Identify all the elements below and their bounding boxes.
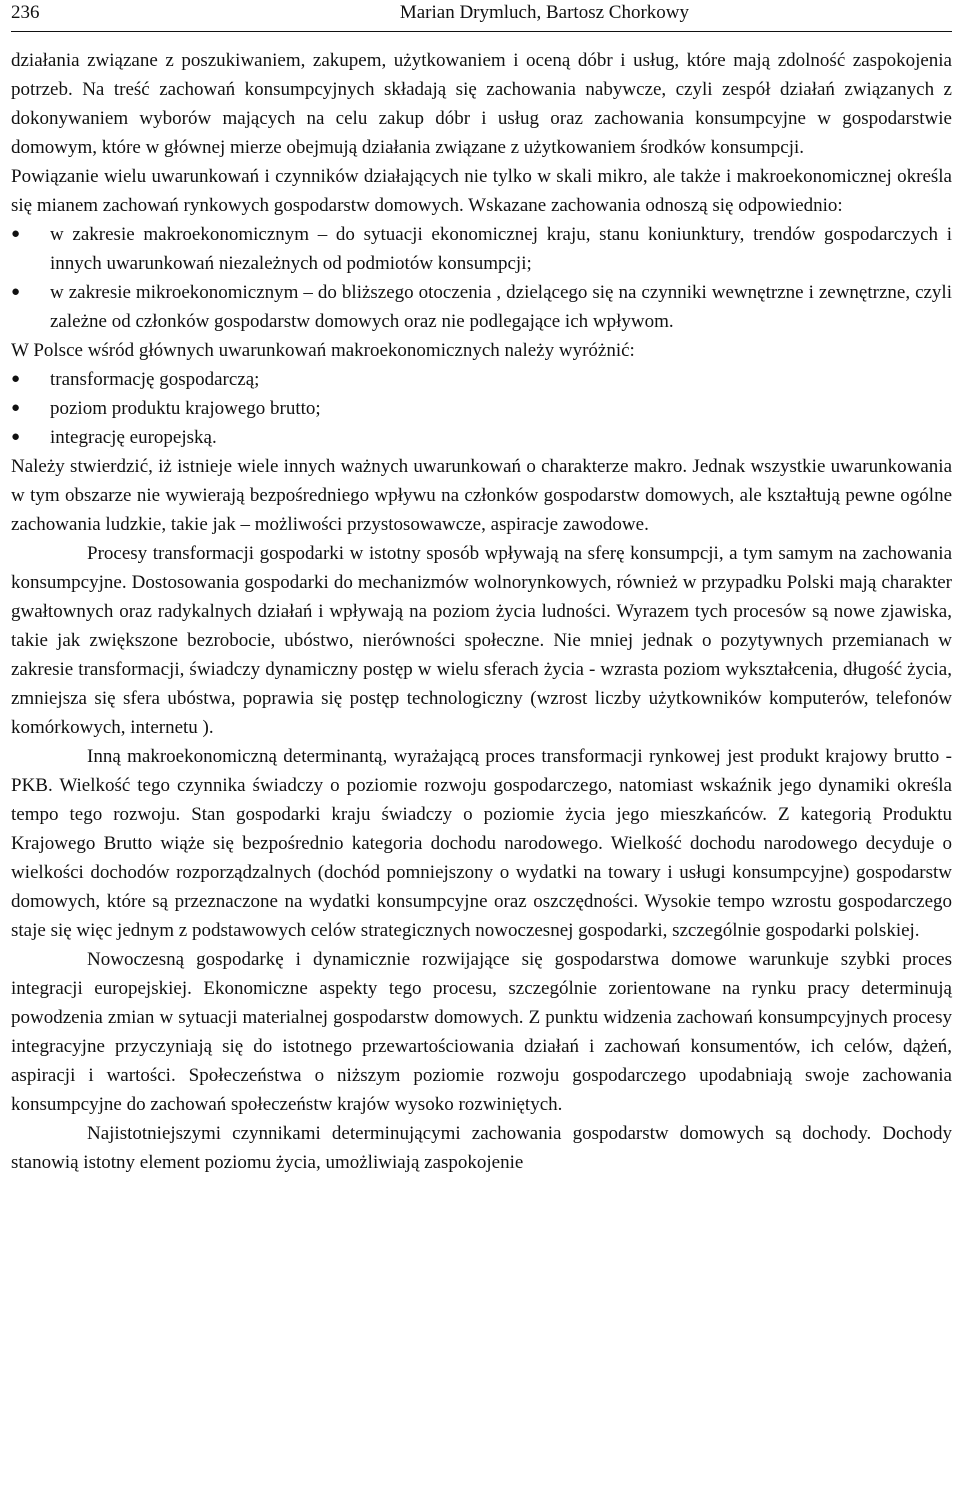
list-item-text: poziom produktu krajowego brutto; (50, 398, 321, 419)
list-item (11, 278, 952, 336)
body-text (11, 46, 952, 1177)
bullet-icon: ● (11, 400, 21, 416)
bullet-icon: ● (11, 226, 21, 242)
list-item-text: w zakresie makroekonomicznym – do sytuacji ekonomicznej kraju, stanu koniunktury, trendów gospodarczych i innych uwarunkowań niezależnych od podmiotów konsumpcji; (50, 224, 952, 274)
bullet-icon: ● (11, 429, 21, 445)
paragraph: Najistotniejszymi czynnikami determinującymi zachowania gospodarstw domowych są dochody. Dochody stanowią istotny element poziomu życia, umożliwiają zaspokojenie (11, 1123, 952, 1173)
running-head-authors: Marian Drymluch, Bartosz Chorkowy (399, 2, 689, 23)
list-item-text: integrację europejską. (50, 427, 217, 448)
paragraph: Procesy transformacji gospodarki w istotny sposób wpływają na sferę konsumpcji, a tym samym na zachowania konsumpcyjne. Dostosowania gospodarki do mechanizmów wolnorynkowych, również w przypadku Polski mają charakter gwałtownych oraz radykalnych działań i wpływają na poziom życia ludności. Wyrazem tych procesów są nowe zjawiska, takie jak zwiększone bezrobocie, ubóstwo, nierówności społeczne. Nie mniej jednak o pozytywnych przemianach w zakresie transformacji, świadczy dynamiczny postęp w wielu sferach życia - wzrasta poziom wykształcenia, długość życia, zmniejsza się sfera ubóstwa, poprawia się postęp technologiczny (wzrost liczby użytkowników komputerów, telefonów komórkowych, internetu ). (11, 543, 952, 738)
list-item (11, 365, 952, 394)
list-item (11, 220, 952, 278)
paragraph: Należy stwierdzić, iż istnieje wiele innych ważnych uwarunkowań o charakterze makro. Jednak wszystkie uwarunkowania w tym obszarze nie wywierają bezpośredniego wpływu na członków gospodarstw domowych, ale kształtują pewne ogólne zachowania ludzkie, takie jak – możliwości przystosowawcze, aspiracje zawodowe. (11, 456, 952, 535)
macro-factors-list (11, 365, 952, 452)
paragraph: działania związane z poszukiwaniem, zakupem, użytkowaniem i oceną dóbr i usług, które mają zdolność zaspokojenia potrzeb. Na treść zachowań konsumpcyjnych składają się zachowania nabywcze, czyli zespół działań związanych z dokonywaniem wyborów mających na celu zakup dóbr i usług oraz zachowania konsumpcyjne w gospodarstwie domowym, które w głównej mierze obejmują działania związane z użytkowaniem środków konsumpcji. (11, 50, 952, 158)
list-item (11, 394, 952, 423)
list-item (11, 423, 952, 452)
paragraph: Powiązanie wielu uwarunkowań i czynników działających nie tylko w skali mikro, ale także i makroekonomicznej określa się mianem zachowań rynkowych gospodarstw domowych. Wskazane zachowania odnoszą się odpowiednio: (11, 166, 952, 216)
list-item-text: transformację gospodarczą; (50, 369, 260, 390)
list-item-text: w zakresie mikroekonomicznym – do bliższego otoczenia , dzielącego się na czynniki wewnętrzne i zewnętrzne, czyli zależne od członków gospodarstw domowych oraz nie podlegające ich wpływom. (50, 282, 952, 332)
paragraph: W Polsce wśród głównych uwarunkowań makroekonomicznych należy wyróżnić: (11, 340, 635, 361)
bullet-icon: ● (11, 371, 21, 387)
paragraph: Inną makroekonomiczną determinantą, wyrażającą proces transformacji rynkowej jest produkt krajowy brutto - PKB. Wielkość tego czynnika świadczy o poziomie rozwoju gospodarczego, natomiast wskaźnik jego dynamiki określa tempo tego rozwoju. Stan gospodarki kraju świadczy o poziomie życia jego mieszkańców. Z kategorią Produktu Krajowego Brutto wiąże się bezpośrednio kategoria dochodu narodowego. Wielkość dochodu narodowego decyduje o wielkości dochodów rozporządzalnych (dochód pomniejszony o wydatki na towary i usługi konsumpcyjne) gospodarstw domowych, które są przeznaczone na wydatki konsumpcyjne oraz oszczędności. Wysokie tempo wzrostu gospodarczego staje się więc jednym z podstawowych celów strategicznych nowoczesnej gospodarki, szczególnie gospodarki polskiej. (11, 746, 952, 941)
document-page (11, 0, 952, 1177)
bullet-icon: ● (11, 284, 21, 300)
scope-list (11, 220, 952, 336)
page-number: 236 (11, 2, 40, 23)
paragraph: Nowoczesną gospodarkę i dynamicznie rozwijające się gospodarstwa domowe warunkuje szybki proces integracji europejskiej. Ekonomiczne aspekty tego procesu, szczególnie zorientowane na rynku pracy determinują powodzenia zmian w sytuacji materialnej gospodarstw domowych. Z punktu widzenia zachowań konsumpcyjnych procesy integracyjne przyczyniają się do istotnego przewartościowania działań i zachowań konsumentów, ich celów, dążeń, aspiracji i wartości. Społeczeństwa o niższym poziomie rozwoju gospodarczego upodabniają swoje zachowania konsumpcyjne do zachowań społeczeństw krajów wysoko rozwiniętych. (11, 949, 952, 1115)
page-header (11, 0, 952, 32)
